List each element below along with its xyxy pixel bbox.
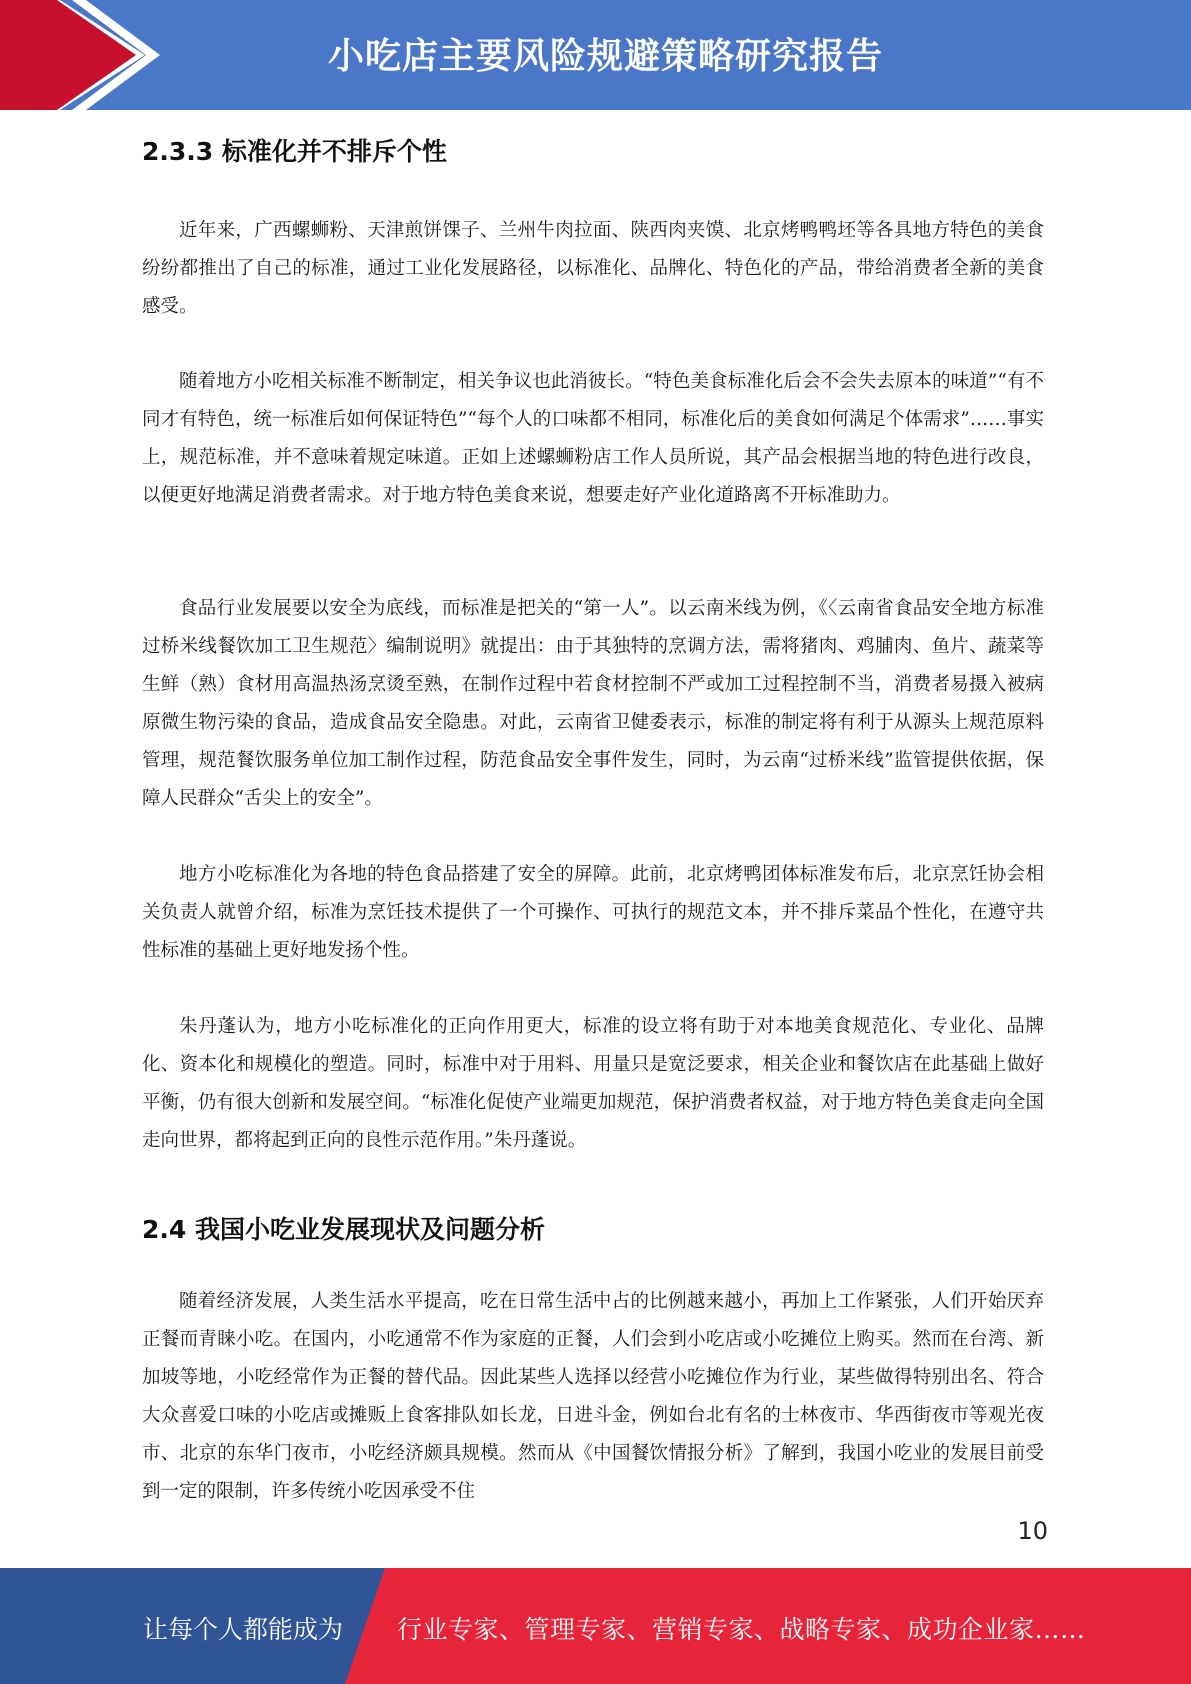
section-heading-2-3-3: 2.3.3 标准化并不排斥个性 [142, 137, 447, 166]
paragraph-2: 随着地方小吃相关标准不断制定，相关争议也此消彼长。“特色美食标准化后会不会失去原本的味道”“有不同才有特色，统一标准后如何保证特色”“每个人的口味都不相同，标准化后的美食如何满足个体需求”……事实上，规范标准，并不意味着规定味道。正如上述螺蛳粉店工作人员所说，其产品会根据当地的特色进行改良，以便更好地满足消费者需求。对于地方特色美食来说，想要走好产业化道路离不开标准助力。 [142, 371, 1044, 506]
footer-slogan-left: 让每个人都能成为 [143, 1615, 344, 1644]
paragraph-6: 随着经济发展，人类生活水平提高，吃在日常生活中占的比例越来越小，再加上工作紧张，人们开始厌弃正餐而青睐小吃。在国内，小吃通常不作为家庭的正餐，人们会到小吃店或小吃摊位上购买。然而在台湾、新加坡等地，小吃经常作为正餐的替代品。因此某些人选择以经营小吃摊位作为行业，某些做得特别出名、符合大众喜爱口味的小吃店或摊贩上食客排队如长龙，日进斗金，例如台北有名的士林夜市、华西街夜市等观光夜市、北京的东华门夜市，小吃经济颇具规模。然而从《中国餐饮情报分析》了解到，我国小吃业的发展目前受到一定的限制，许多传统小吃因承受不住 [142, 1291, 1044, 1502]
report-title: 小吃店主要风险规避策略研究报告 [327, 36, 883, 77]
footer-banner [0, 1568, 1191, 1684]
paragraph-3: 食品行业发展要以安全为底线，而标准是把关的“第一人”。以云南米线为例，《〈云南省食品安全地方标准 过桥米线餐饮加工卫生规范〉编制说明》就提出：由于其独特的烹调方法，需将猪肉、鸡脯肉、鱼片、蔬菜等生鲜（熟）食材用高温热汤烹烫至熟，在制作过程中若食材控制不严或加工过程控制不当，消费者易摄入被病原微生物污染的食品，造成食品安全隐患。对此，云南省卫健委表示，标准的制定将有利于从源头上规范原料管理，规范餐饮服务单位加工制作过程，防范食品安全事件发生，同时，为云南“过桥米线”监管提供依据，保障人民群众“舌尖上的安全”。 [142, 598, 1044, 809]
paragraph-5: 朱丹蓬认为，地方小吃标准化的正向作用更大，标准的设立将有助于对本地美食规范化、专业化、品牌化、资本化和规模化的塑造。同时，标准中对于用料、用量只是宽泛要求，相关企业和餐饮店在此基础上做好平衡，仍有很大创新和发展空间。“标准化促使产业端更加规范，保护消费者权益，对于地方特色美食走向全国走向世界，都将起到正向的良性示范作用。”朱丹蓬说。 [142, 1016, 1044, 1151]
section-heading-2-4: 2.4 我国小吃业发展现状及问题分析 [142, 1215, 545, 1244]
page-number: 10 [1017, 1517, 1048, 1545]
footer-slogan-right: 行业专家、管理专家、营销专家、战略专家、成功企业家…… [397, 1615, 1086, 1644]
paragraph-4: 地方小吃标准化为各地的特色食品搭建了安全的屏障。此前，北京烤鸭团体标准发布后，北京烹饪协会相关负责人就曾介绍，标准为烹饪技术提供了一个可操作、可执行的规范文本，并不排斥菜品个性化，在遵守共性标准的基础上更好地发扬个性。 [142, 864, 1044, 961]
paragraph-1: 近年来，广西螺蛳粉、天津煎饼馃子、兰州牛肉拉面、陕西肉夹馍、北京烤鸭鸭坯等各具地方特色的美食纷纷都推出了自己的标准，通过工业化发展路径，以标准化、品牌化、特色化的产品，带给消费者全新的美食感受。 [142, 220, 1044, 317]
header-banner [0, 0, 1191, 110]
